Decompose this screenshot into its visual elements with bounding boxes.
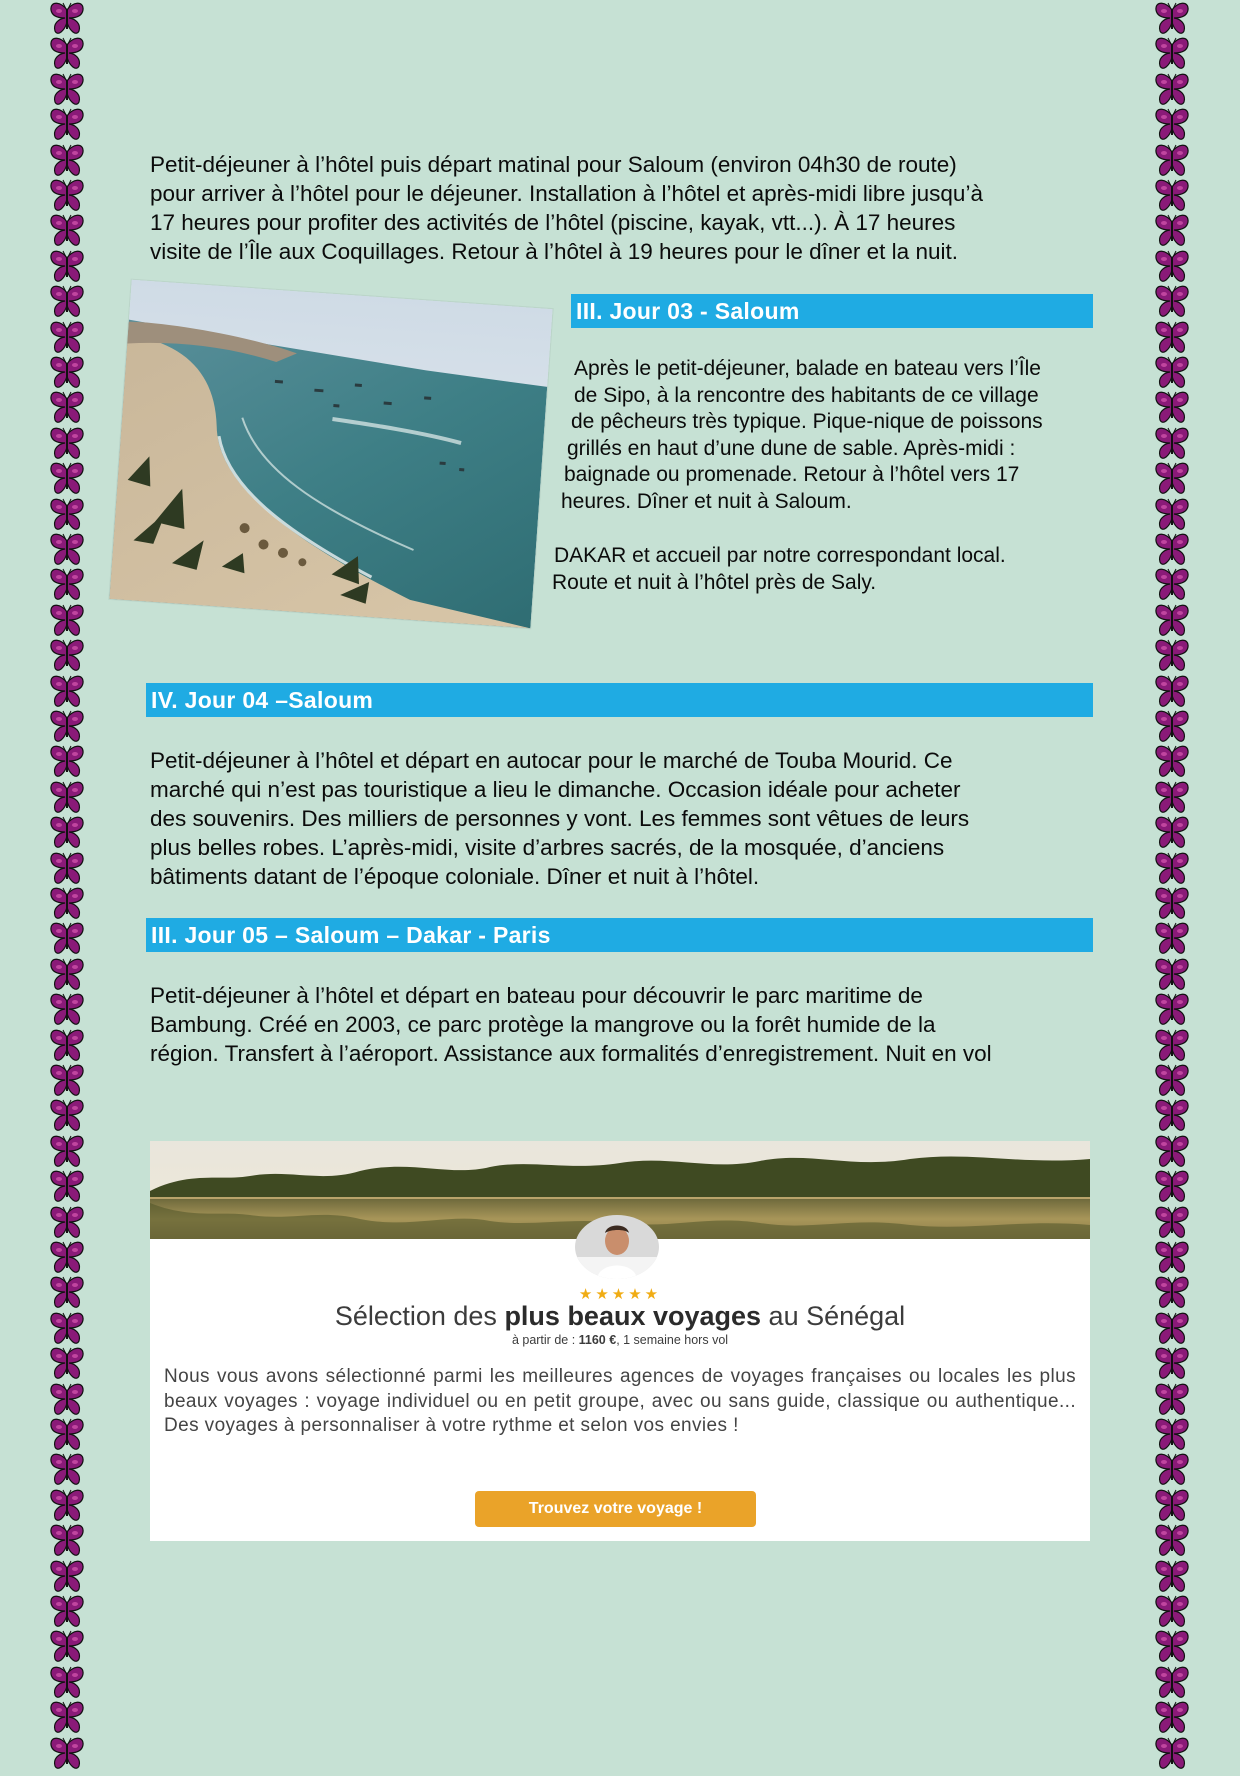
butterfly-icon xyxy=(1153,179,1191,213)
butterfly-icon xyxy=(1153,1489,1191,1523)
butterfly-icon xyxy=(1153,1312,1191,1346)
butterfly-icon xyxy=(48,1206,86,1240)
beach-photo xyxy=(109,280,552,629)
butterfly-icon xyxy=(1153,1383,1191,1417)
butterfly-icon xyxy=(1153,285,1191,319)
butterfly-icon xyxy=(48,604,86,638)
butterfly-icon xyxy=(1153,1099,1191,1133)
butterfly-icon xyxy=(1153,993,1191,1027)
butterfly-icon xyxy=(1153,604,1191,638)
butterfly-icon xyxy=(1153,958,1191,992)
butterfly-icon xyxy=(48,993,86,1027)
butterfly-icon xyxy=(1153,356,1191,390)
butterfly-icon xyxy=(1153,250,1191,284)
butterfly-icon xyxy=(1153,1064,1191,1098)
butterfly-icon xyxy=(1153,498,1191,532)
butterfly-icon xyxy=(48,1276,86,1310)
butterfly-icon xyxy=(1153,108,1191,142)
day4-paragraph: Petit-déjeuner à l’hôtel et départ en autocar pour le marché de Touba Mourid. Ce marché qui n’est pas touristique a lieu le dimanche. Occasion idéale pour acheter des souvenirs. Des milliers de personnes y vont. Les femmes sont vêtues de leurs plus belles robes. L’après-midi, visite d’arbres sacrés, de la mosquée, d’anciens bâtiments datant de l’époque coloniale. Dîner et nuit à l’hôtel. xyxy=(150,748,970,889)
butterfly-icon xyxy=(1153,1206,1191,1240)
day5-paragraph: Petit-déjeuner à l’hôtel et départ en bateau pour découvrir le parc maritime de Bambung. Créé en 2003, ce parc protège la mangrove ou la forêt humide de la région. Transfert à l’aéroport. Assistance aux formalités d’enregistrement. Nuit en vol xyxy=(150,983,992,1066)
butterfly-icon xyxy=(48,1666,86,1700)
butterfly-icon xyxy=(48,781,86,815)
day3-text-line: grillés en haut d’une dune de sable. Après-midi : xyxy=(567,436,1016,460)
butterfly-icon xyxy=(48,533,86,567)
butterfly-icon xyxy=(48,568,86,602)
butterfly-icon xyxy=(1153,887,1191,921)
butterfly-icon xyxy=(48,1701,86,1735)
butterfly-icon xyxy=(1153,816,1191,850)
ad-description: Nous vous avons sélectionné parmi les meilleures agences de voyages françaises ou locales les plus beaux voyages : voyage individuel ou en petit groupe, avec ou sans guide, classique ou authentique... Des voyages à personnaliser à votre rythme et selon vos envies ! xyxy=(164,1366,1076,1436)
butterfly-icon xyxy=(1153,1418,1191,1452)
butterfly-icon xyxy=(1153,37,1191,71)
butterfly-icon xyxy=(48,144,86,178)
butterfly-icon xyxy=(1153,73,1191,107)
butterfly-icon xyxy=(1153,391,1191,425)
butterfly-icon xyxy=(48,462,86,496)
day3-text-line: baignade ou promenade. Retour à l’hôtel vers 17 xyxy=(564,463,1020,486)
butterfly-icon xyxy=(1153,781,1191,815)
butterfly-icon xyxy=(48,922,86,956)
butterfly-icon xyxy=(1153,1630,1191,1664)
agent-avatar xyxy=(575,1215,659,1279)
butterfly-icon xyxy=(48,1064,86,1098)
butterfly-icon xyxy=(48,1630,86,1664)
find-trip-button[interactable]: Trouvez votre voyage ! xyxy=(475,1491,756,1527)
day2-paragraph: Petit-déjeuner à l’hôtel puis départ matinal pour Saloum (environ 04h30 de route) pour arriver à l’hôtel pour le déjeuner. Installation à l’hôtel et après-midi libre jusqu’à 17 heures pour profiter des activités de l’hôtel (piscine, kayak, vtt...). À 17 heures visite de l’Île aux Coquillages. Retour à l’hôtel à 19 heures pour le dîner et la nuit. xyxy=(150,152,983,264)
butterfly-icon xyxy=(1153,2,1191,36)
butterfly-icon xyxy=(48,37,86,71)
butterfly-icon xyxy=(48,391,86,425)
butterfly-icon xyxy=(48,108,86,142)
butterfly-icon xyxy=(48,356,86,390)
butterfly-icon xyxy=(48,639,86,673)
butterfly-icon xyxy=(48,1453,86,1487)
ad-price-subtitle: à partir de : 1160 €, 1 semaine hors vol xyxy=(511,1333,729,1347)
butterfly-icon xyxy=(1153,1595,1191,1629)
butterfly-icon xyxy=(1153,321,1191,355)
butterfly-icon xyxy=(1153,1241,1191,1275)
butterfly-icon xyxy=(48,1524,86,1558)
butterfly-icon xyxy=(48,1312,86,1346)
butterfly-icon xyxy=(1153,1701,1191,1735)
butterfly-icon xyxy=(48,1489,86,1523)
left-butterfly-border xyxy=(48,0,88,1754)
butterfly-icon xyxy=(1153,639,1191,673)
butterfly-icon xyxy=(1153,1560,1191,1594)
butterfly-icon xyxy=(48,710,86,744)
butterfly-icon xyxy=(1153,710,1191,744)
butterfly-icon xyxy=(48,321,86,355)
butterfly-icon xyxy=(1153,462,1191,496)
day3-heading: III. Jour 03 - Saloum xyxy=(571,294,1093,328)
day3-text-line: de Sipo, à la rencontre des habitants de ce village xyxy=(574,383,1039,407)
butterfly-icon xyxy=(1153,1276,1191,1310)
butterfly-icon xyxy=(48,1029,86,1063)
day4-heading: IV. Jour 04 –Saloum xyxy=(146,683,1093,717)
butterfly-icon xyxy=(48,887,86,921)
butterfly-icon xyxy=(48,958,86,992)
travel-ad-card xyxy=(150,1141,1090,1541)
butterfly-icon xyxy=(48,1241,86,1275)
butterfly-icon xyxy=(48,1347,86,1381)
day3-text-line: de pêcheurs très typique. Pique-nique de poissons xyxy=(571,410,1043,433)
butterfly-icon xyxy=(48,179,86,213)
day3-text-line: heures. Dîner et nuit à Saloum. xyxy=(561,489,852,513)
butterfly-icon xyxy=(1153,533,1191,567)
butterfly-icon xyxy=(1153,1453,1191,1487)
butterfly-icon xyxy=(1153,1170,1191,1204)
butterfly-icon xyxy=(1153,1347,1191,1381)
day3-text-line: Après le petit-déjeuner, balade en bateau vers l’Île xyxy=(574,357,1041,380)
butterfly-icon xyxy=(48,250,86,284)
rating-stars: ★★★★★ xyxy=(578,1286,662,1303)
butterfly-icon xyxy=(48,852,86,886)
butterfly-icon xyxy=(1153,852,1191,886)
butterfly-icon xyxy=(1153,922,1191,956)
butterfly-icon xyxy=(1153,1666,1191,1700)
butterfly-icon xyxy=(48,1099,86,1133)
butterfly-icon xyxy=(48,214,86,248)
butterfly-icon xyxy=(48,73,86,107)
butterfly-icon xyxy=(1153,144,1191,178)
butterfly-icon xyxy=(48,745,86,779)
dakar-text-line: DAKAR et accueil par notre correspondant local. xyxy=(554,544,1006,567)
butterfly-icon xyxy=(48,1560,86,1594)
butterfly-icon xyxy=(1153,745,1191,779)
butterfly-icon xyxy=(1153,1524,1191,1558)
butterfly-icon xyxy=(48,816,86,850)
butterfly-icon xyxy=(48,675,86,709)
butterfly-icon xyxy=(48,2,86,36)
butterfly-icon xyxy=(1153,1029,1191,1063)
butterfly-icon xyxy=(1153,214,1191,248)
butterfly-icon xyxy=(48,1170,86,1204)
butterfly-icon xyxy=(48,285,86,319)
butterfly-icon xyxy=(1153,427,1191,461)
day5-heading: III. Jour 05 – Saloum – Dakar - Paris xyxy=(146,918,1093,952)
ad-title: Sélection des plus beaux voyages au Sénégal xyxy=(334,1301,906,1331)
butterfly-icon xyxy=(48,427,86,461)
right-butterfly-border xyxy=(1153,0,1193,1754)
butterfly-icon xyxy=(48,498,86,532)
dakar-text-line: Route et nuit à l’hôtel près de Saly. xyxy=(552,570,877,594)
butterfly-icon xyxy=(48,1383,86,1417)
butterfly-icon xyxy=(48,1418,86,1452)
butterfly-icon xyxy=(1153,568,1191,602)
butterfly-icon xyxy=(48,1135,86,1169)
butterfly-icon xyxy=(1153,675,1191,709)
butterfly-icon xyxy=(48,1595,86,1629)
butterfly-icon xyxy=(1153,1135,1191,1169)
